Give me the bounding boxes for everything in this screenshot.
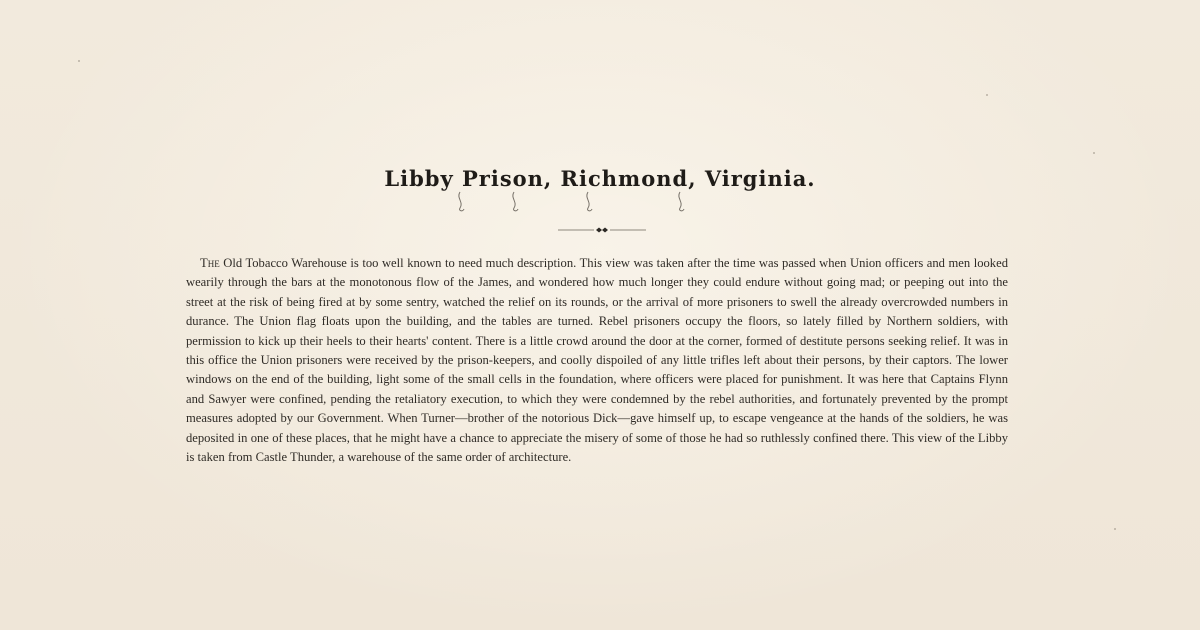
page-title: Libby Prison, Richmond, Virginia. [384,166,816,191]
paper-speck [986,94,988,96]
description-text: Old Tobacco Warehouse is too well known to need much description. This view was taken after the time was passed when Union officers and men looked wearily through the bars at the monotonous flow of the James, and wondered how much longer they could endure without going mad; or peeping out into the street at the risk of being fired at by some sentry, watched the relief on its rounds, or the arrival of more prisoners to swell the already overcrowded numbers in durance. The Union flag floats upon the building, and the tables are turned. Rebel prisoners occupy the floors, so lately filled by Northern soldiers, with permission to kick up their heels to their hearts' content. There is a little crowd around the door at the corner, formed of destitute persons seeking relief. It was in this office the Union prisoners were received by the prison-keepers, and coolly dispoiled of any little trifles left about their persons, by their captors. The lower windows on the end of the building, light some of the small cells in the foundation, where officers were placed for punishment. It was here that Captains Flynn and Sawyer were confined, pending the retaliatory execution, to which they were condemned by the rebel authorities, and fortunately prevented by the prompt measures adopted by our Government. When Turner—brother of the notorious Dick—gave himself up, to escape vengeance at the hands of the soldiers, he was deposited in one of these places, that he might have a chance to appreciate the misery of some of those he had so ruthlessly confined there. This view of the Libby is taken from Castle Thunder, a warehouse of the same order of architecture. [186,256,1008,465]
lead-word: The [200,256,220,270]
paper-speck [1114,528,1116,530]
title-flourish-ornament [454,188,754,214]
section-divider [558,224,646,236]
paper-speck [78,60,80,62]
description-paragraph [186,254,1008,467]
paper-speck [1093,152,1095,154]
